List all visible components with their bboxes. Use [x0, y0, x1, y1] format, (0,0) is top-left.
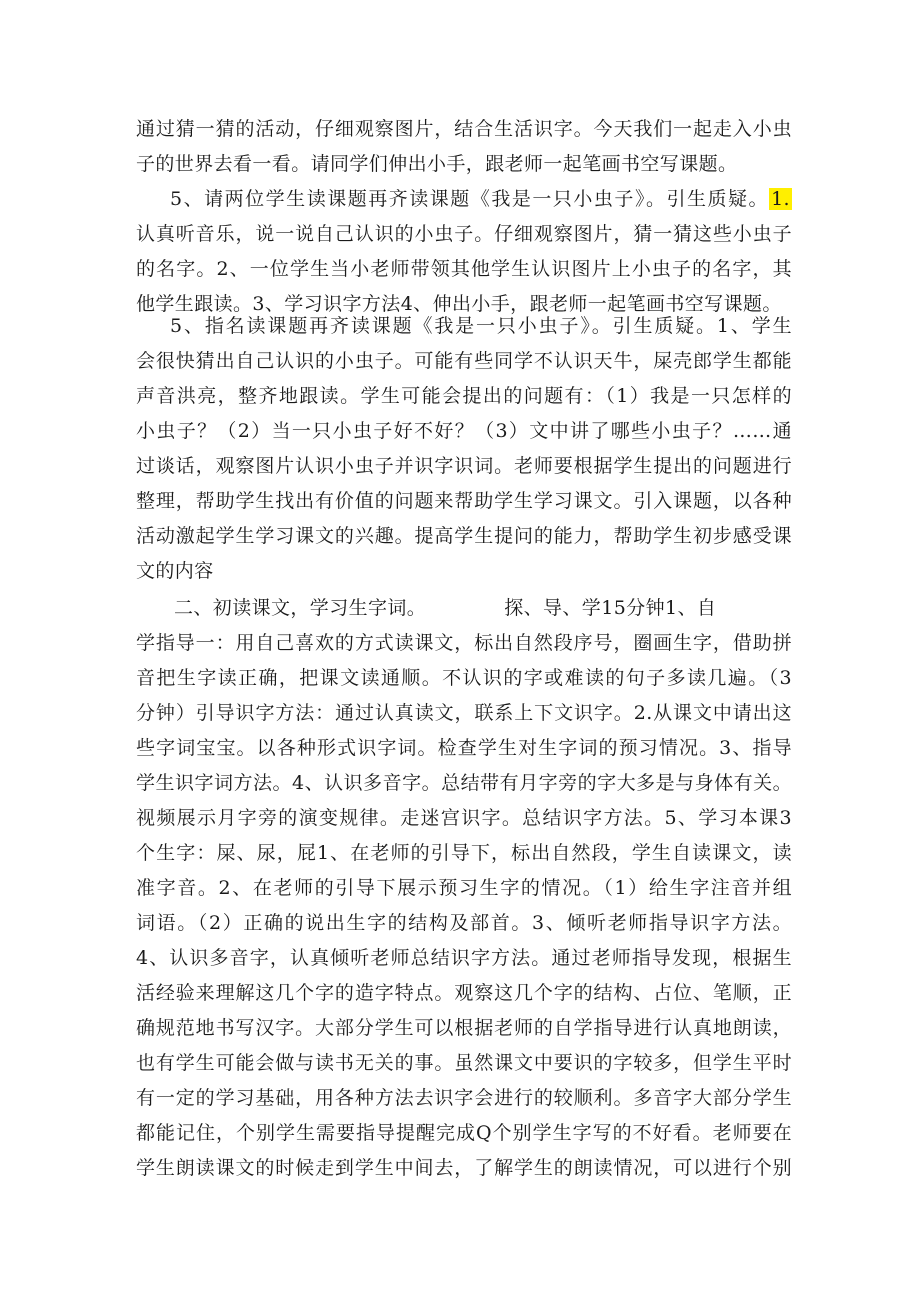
text-line: 活动激起学生学习课文的兴趣。提高学生提问的能力，帮助学生初步感受课 [136, 525, 792, 547]
text-line: 过谈话，观察图片认识小虫子并识字识词。老师要根据学生提出的问题进行 [136, 455, 792, 477]
text-line: 4、认识多音字，认真倾听老师总结识字方法。通过老师指导发现，根据生 [136, 947, 792, 969]
section-heading-line [136, 591, 792, 626]
text-line: 学指导一：用自己喜欢的方式读课文，标出自然段序号，圈画生字，借助拼 [136, 632, 792, 654]
section-heading: 二、初读课文，学习生字词。 [174, 597, 427, 619]
text-line: 确规范地书写汉字。大部分学生可以根据老师的自学指导进行认真地朗读， [136, 1017, 792, 1039]
text-line: 声音洪亮，整齐地跟读。学生可能会提出的问题有：（1）我是一只怎样的 [136, 385, 792, 407]
text-block-paragraph-5b [136, 309, 792, 589]
text-line: 文的内容 [136, 560, 214, 582]
text-line: 都能记住，个别学生需要指导提醒完成Q个别学生字写的不好看。老师要在 [136, 1122, 792, 1144]
text-line: 小虫子？（2）当一只小虫子好不好？（3）文中讲了哪些小虫子？……通 [136, 420, 792, 442]
text-line: 通过猜一猜的活动，仔细观察图片，结合生活识字。今天我们一起走入小虫 [136, 118, 792, 140]
text-line: 些字词宝宝。以各种形式识字词。检查学生对生字词的预习情况。3、指导 [136, 737, 792, 759]
text-line: 整理，帮助学生找出有价值的问题来帮助学生学习课文。引入课题，以各种 [136, 490, 792, 512]
text-line: 会很快猜出自己认识的小虫子。可能有些同学不认识天牛，屎壳郎学生都能 [136, 350, 792, 372]
text-line: 他学生跟读。3、学习识字方法4、伸出小手，跟老师一起笔画书空写课题。 [136, 293, 782, 315]
text-line: 5、指名读课题再齐读课题《我是一只小虫子》。引生质疑。1、学生 [170, 315, 792, 337]
text-line: 子的世界去看一看。请同学们伸出小手，跟老师一起笔画书空写课题。 [136, 153, 738, 175]
text-line: 词语。（2）正确的说出生字的结构及部首。3、倾听老师指导识字方法。 [136, 912, 792, 934]
text-line: 学生朗读课文的时候走到学生中间去，了解学生的朗读情况，可以进行个别 [136, 1157, 792, 1179]
text-line: 的名字。2、一位学生当小老师带领其他学生认识图片上小虫子的名字，其 [136, 258, 792, 280]
text-span: 5、请两位学生读课题再齐读课题《我是一只小虫子》。引生质疑。 [170, 188, 770, 210]
text-line: 分钟）引导识字方法：通过认真读文，联系上下文识字。2.从课文中请出这 [136, 702, 792, 724]
text-line: 有一定的学习基础，用各种方法去识字会进行的较顺利。多音字大部分学生 [136, 1087, 792, 1109]
text-line: 活经验来理解这几个字的造字特点。观察这几个字的结构、占位、笔顺，正 [136, 982, 792, 1004]
highlighted-number: 1. [771, 188, 790, 210]
text-line: 视频展示月字旁的演变规律。走迷宫识字。总结识字方法。5、学习本课3 [136, 807, 792, 829]
text-line: 音把生字读正确，把课文读通顺。不认识的字或难读的句子多读几遍。（3 [136, 667, 792, 689]
text-line: 也有学生可能会做与读书无关的事。虽然课文中要识的字较多，但学生平时 [136, 1052, 792, 1074]
text-block-intro [136, 112, 792, 322]
text-line: 准字音。2、在老师的引导下展示预习生字的情况。（1）给生字注音并组 [136, 877, 792, 899]
text-line: 个生字：屎、尿，屁1、在老师的引导下，标出自然段，学生自读课文，读 [136, 842, 792, 864]
section-heading-note: 探、导、学15分钟1、自 [504, 597, 717, 619]
text-line: 学生识字词方法。4、认识多音字。总结带有月字旁的字大多是与身体有关。 [136, 772, 792, 794]
text-block-section-2 [136, 591, 792, 1186]
text-line: 认真听音乐，说一说自己认识的小虫子。仔细观察图片，猜一猜这些小虫子 [136, 223, 792, 245]
paragraph-5a-first-line [136, 182, 792, 217]
